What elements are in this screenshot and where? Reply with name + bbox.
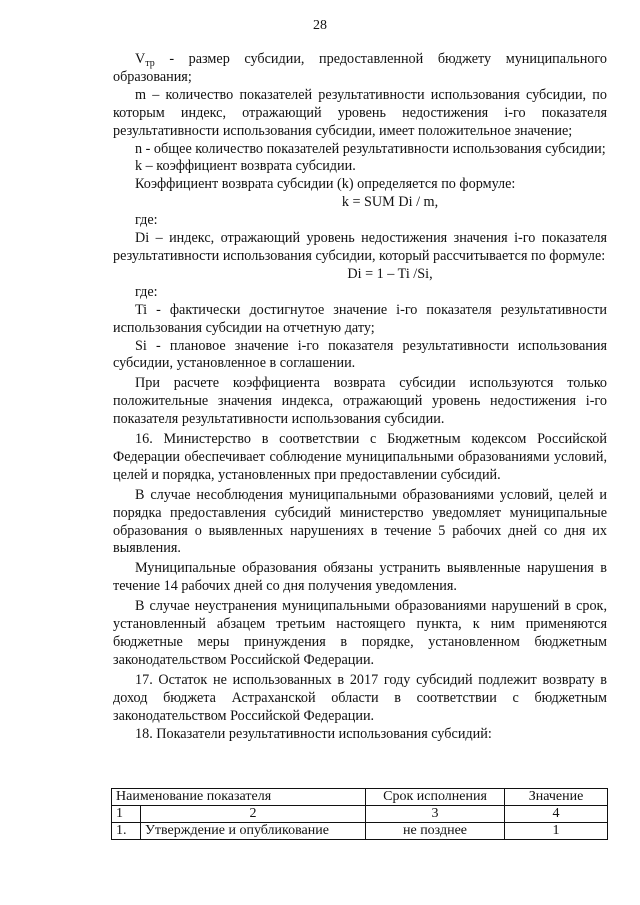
table-cell: 3: [366, 806, 505, 823]
header-cell: Наименование показателя: [112, 789, 366, 806]
paragraph: В случае неустранения муниципальными образованиями нарушений в срок, установленный абзацем третьим настоящего пункта, к ним применяются бюджетные меры принуждения в порядке, установленном бюджетным законодательством Российской Федерации.: [113, 598, 607, 668]
table-cell: 4: [505, 806, 608, 823]
table-cell: 1: [505, 823, 608, 840]
table-cell: Утверждение и опубликование: [141, 823, 366, 840]
label-where: где:: [135, 283, 158, 300]
formula-k: k = SUM Di / m,: [341, 194, 439, 211]
paragraph: При расчете коэффициента возврата субсидии используются только положительные значения индекса, отражающий уровень недостижения i-го показателя результативности использования субсидии.: [113, 375, 607, 428]
header-cell: Значение: [505, 789, 608, 806]
paragraph: k – коэффициент возврата субсидии.: [135, 158, 356, 175]
table-number-row: [112, 806, 608, 823]
paragraph: Муниципальные образования обязаны устранить выявленные нарушения в течение 14 рабочих дней со дня получения уведомления.: [113, 560, 607, 595]
page-number: 28: [313, 18, 327, 33]
table-header-row: [112, 789, 608, 806]
label-where: где:: [135, 212, 158, 229]
paragraph-16: 16. Министерство в соответствии с Бюджетным кодексом Российской Федерации обеспечивает соблюдение муниципальными образованиями условий, целей и порядка, установленных при предоставлении субсидий.: [113, 431, 607, 483]
paragraph: Ti - фактически достигнутое значение i-го показателя результативности использования субсидии на отчетную дату;: [113, 301, 607, 336]
table-cell: 1: [112, 806, 141, 823]
paragraph: n - общее количество показателей результативности использования субсидии;: [135, 140, 606, 157]
paragraph: m – количество показателей результативности использования субсидии, по которым индекс, отражающий уровень недостижения i-го показателя результативности использования субсидии, имеет положительное значение;: [113, 86, 607, 139]
paragraph: В случае несоблюдения муниципальными образованиями условий, целей и порядка предоставления субсидий министерство уведомляет муниципальные образования о выявленных нарушениях в течение 5 рабочих дней со дня их выявления.: [113, 486, 607, 557]
table-cell: не позднее: [366, 823, 505, 840]
table-cell: 1.: [112, 823, 141, 840]
document-body: [113, 51, 607, 743]
paragraph: $V_{тр}$ - размер субсидии, предоставленной бюджету муниципального образования;: [113, 51, 607, 85]
paragraph: Si - плановое значение i-го показателя результативности использования субсидии, установленное в соглашении.: [113, 337, 607, 372]
header-cell: Срок исполнения: [366, 789, 505, 806]
table-title: 18. Показатели результативности использования субсидий:: [135, 725, 492, 742]
indicators-table: [111, 788, 608, 840]
table-row: [112, 823, 608, 840]
paragraph: Di – индекс, отражающий уровень недостижения значения i-го показателя результативности использования субсидии, который рассчитывается по формуле:: [113, 230, 607, 264]
paragraph: Коэффициент возврата субсидии (k) определяется по формуле:: [135, 176, 516, 193]
formula-di: Di = 1 – Ti /Si,: [347, 265, 433, 282]
table-cell: 2: [141, 806, 366, 823]
paragraph-17: 17. Остаток не использованных в 2017 году субсидий подлежит возврату в доход бюджета Астраханской области в соответствии с бюджетным законодательством Российской Федерации.: [113, 671, 607, 724]
